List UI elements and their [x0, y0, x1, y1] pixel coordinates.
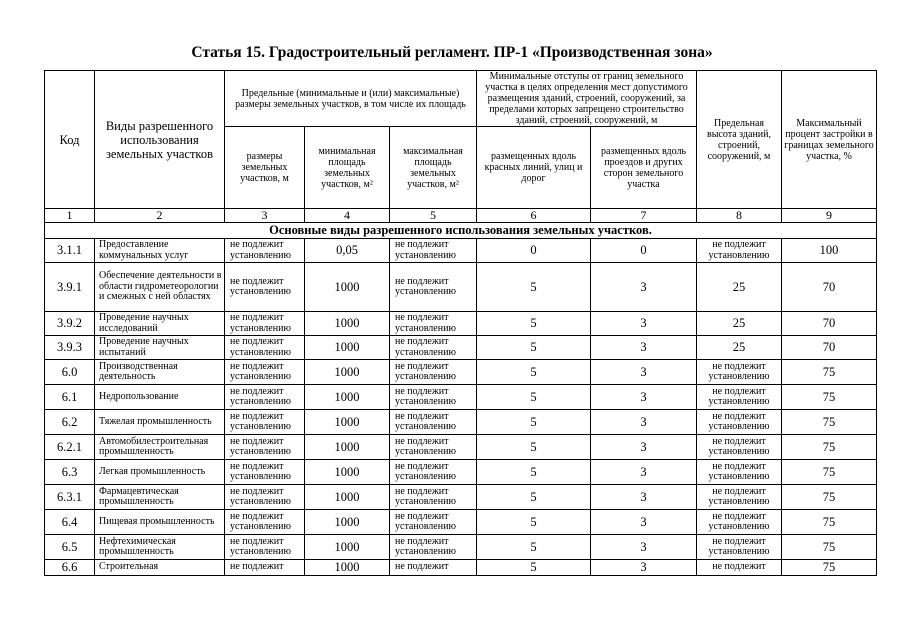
row-setback-other: 3: [591, 336, 697, 360]
row-height: не подлежит установлению: [697, 385, 782, 410]
table-row: [45, 485, 877, 510]
row-height: не подлежит установлению: [697, 435, 782, 460]
row-code: 6.3: [45, 460, 95, 485]
row-name: Фармацевтическая промышленность: [95, 485, 225, 510]
row-height: 25: [697, 263, 782, 312]
row-size: не подлежит установлению: [225, 460, 305, 485]
row-coverage: 75: [782, 560, 877, 576]
column-number: 2: [95, 209, 225, 223]
row-code: 6.2.1: [45, 435, 95, 460]
row-code: 6.1: [45, 385, 95, 410]
column-number: 1: [45, 209, 95, 223]
row-min-area: 1000: [305, 312, 390, 336]
row-setback-other: 3: [591, 312, 697, 336]
row-setback-red: 5: [477, 263, 591, 312]
row-coverage: 75: [782, 535, 877, 560]
row-coverage: 70: [782, 312, 877, 336]
table-row: [45, 510, 877, 535]
row-size: не подлежит установлению: [225, 239, 305, 263]
row-height: не подлежит установлению: [697, 510, 782, 535]
table-row: [45, 435, 877, 460]
row-setback-red: 5: [477, 360, 591, 385]
row-coverage: 75: [782, 410, 877, 435]
row-setback-red: 5: [477, 510, 591, 535]
row-size: не подлежит: [225, 560, 305, 576]
row-code: 3.9.2: [45, 312, 95, 336]
row-name: Недропользование: [95, 385, 225, 410]
row-max-area: не подлежит установлению: [390, 239, 477, 263]
row-size: не подлежит установлению: [225, 360, 305, 385]
row-setback-other: 3: [591, 360, 697, 385]
row-code: 3.9.1: [45, 263, 95, 312]
row-min-area: 1000: [305, 263, 390, 312]
row-height: не подлежит установлению: [697, 535, 782, 560]
row-max-area: не подлежит установлению: [390, 360, 477, 385]
row-coverage: 70: [782, 336, 877, 360]
row-code: 6.2: [45, 410, 95, 435]
row-code: 3.9.3: [45, 336, 95, 360]
row-name: Тяжелая промышленность: [95, 410, 225, 435]
row-setback-other: 3: [591, 263, 697, 312]
row-max-area: не подлежит установлению: [390, 312, 477, 336]
header-setback-red: размещенных вдоль красных линий, улиц и дорог: [477, 127, 591, 209]
row-name: Автомобилестроительная промышленность: [95, 435, 225, 460]
row-max-area: не подлежит установлению: [390, 485, 477, 510]
row-name: Предоставление коммунальных услуг: [95, 239, 225, 263]
regulation-table: [44, 70, 877, 576]
row-min-area: 1000: [305, 410, 390, 435]
row-max-area: не подлежит установлению: [390, 385, 477, 410]
row-setback-red: 5: [477, 460, 591, 485]
row-setback-other: 3: [591, 535, 697, 560]
row-min-area: 1000: [305, 360, 390, 385]
header-max-area: максимальная площадь земельных участков, м²: [390, 127, 477, 209]
row-size: не подлежит установлению: [225, 263, 305, 312]
row-name: Строительная: [95, 560, 225, 576]
row-setback-other: 3: [591, 385, 697, 410]
row-setback-red: 0: [477, 239, 591, 263]
row-code: 6.4: [45, 510, 95, 535]
header-setback-other: размещенных вдоль проездов и других сторон земельного участка: [591, 127, 697, 209]
row-coverage: 75: [782, 360, 877, 385]
row-min-area: 1000: [305, 510, 390, 535]
header-size: размеры земельных участков, м: [225, 127, 305, 209]
row-name: Обеспечение деятельности в области гидрометеорологии и смежных с ней областях: [95, 263, 225, 312]
row-size: не подлежит установлению: [225, 485, 305, 510]
row-coverage: 75: [782, 485, 877, 510]
header-code: Код: [45, 71, 95, 209]
row-min-area: 1000: [305, 485, 390, 510]
column-number: 6: [477, 209, 591, 223]
row-height: не подлежит установлению: [697, 239, 782, 263]
column-number: 4: [305, 209, 390, 223]
column-number: 5: [390, 209, 477, 223]
column-number: 3: [225, 209, 305, 223]
row-setback-other: 0: [591, 239, 697, 263]
row-name: Проведение научных испытаний: [95, 336, 225, 360]
row-size: не подлежит установлению: [225, 385, 305, 410]
table-row: [45, 410, 877, 435]
row-max-area: не подлежит установлению: [390, 535, 477, 560]
row-coverage: 75: [782, 435, 877, 460]
row-min-area: 1000: [305, 460, 390, 485]
row-coverage: 100: [782, 239, 877, 263]
row-setback-red: 5: [477, 336, 591, 360]
row-coverage: 75: [782, 460, 877, 485]
row-setback-other: 3: [591, 435, 697, 460]
table-row: [45, 560, 877, 576]
row-code: 6.6: [45, 560, 95, 576]
row-code: 6.5: [45, 535, 95, 560]
header-use-types: Виды разрешенного использования земельных участков: [95, 71, 225, 209]
row-height: не подлежит установлению: [697, 360, 782, 385]
row-max-area: не подлежит установлению: [390, 435, 477, 460]
row-setback-red: 5: [477, 410, 591, 435]
row-setback-red: 5: [477, 312, 591, 336]
row-name: Проведение научных исследований: [95, 312, 225, 336]
table-row: [45, 239, 877, 263]
page-title: Статья 15. Градостроительный регламент. ПР-1 «Производственная зона»: [191, 44, 713, 61]
row-min-area: 1000: [305, 560, 390, 576]
row-max-area: не подлежит установлению: [390, 510, 477, 535]
row-code: 6.3.1: [45, 485, 95, 510]
row-height: 25: [697, 336, 782, 360]
row-setback-other: 3: [591, 460, 697, 485]
table-row: [45, 360, 877, 385]
row-code: 6.0: [45, 360, 95, 385]
row-size: не подлежит установлению: [225, 435, 305, 460]
row-name: Пищевая промышленность: [95, 510, 225, 535]
row-setback-other: 3: [591, 560, 697, 576]
row-size: не подлежит установлению: [225, 510, 305, 535]
row-coverage: 75: [782, 385, 877, 410]
row-max-area: не подлежит установлению: [390, 263, 477, 312]
row-max-area: не подлежит: [390, 560, 477, 576]
row-min-area: 1000: [305, 385, 390, 410]
row-setback-red: 5: [477, 535, 591, 560]
table-row: [45, 336, 877, 360]
row-size: не подлежит установлению: [225, 336, 305, 360]
row-height: не подлежит установлению: [697, 485, 782, 510]
row-setback-red: 5: [477, 485, 591, 510]
row-max-area: не подлежит установлению: [390, 460, 477, 485]
table-row: [45, 385, 877, 410]
row-height: 25: [697, 312, 782, 336]
row-height: не подлежит установлению: [697, 410, 782, 435]
row-size: не подлежит установлению: [225, 410, 305, 435]
header-setback-group: Минимальные отступы от границ земельного участка в целях определения мест допустимого размещения зданий, строений, сооружений, за пределами которых запрещено строительство зданий, строений, сооружений, м: [477, 71, 697, 127]
row-code: 3.1.1: [45, 239, 95, 263]
table-row: [45, 312, 877, 336]
row-setback-red: 5: [477, 560, 591, 576]
header-coverage: Максимальный процент застройки в границах земельного участка, %: [782, 71, 877, 209]
row-setback-other: 3: [591, 485, 697, 510]
row-height: не подлежит: [697, 560, 782, 576]
table-row: [45, 535, 877, 560]
row-setback-red: 5: [477, 435, 591, 460]
column-number: 7: [591, 209, 697, 223]
table-body: [45, 239, 877, 576]
row-setback-red: 5: [477, 385, 591, 410]
row-min-area: 1000: [305, 336, 390, 360]
row-max-area: не подлежит установлению: [390, 336, 477, 360]
row-height: не подлежит установлению: [697, 460, 782, 485]
row-min-area: 0,05: [305, 239, 390, 263]
row-coverage: 70: [782, 263, 877, 312]
row-min-area: 1000: [305, 535, 390, 560]
header-min-area: минимальная площадь земельных участков, м²: [305, 127, 390, 209]
row-size: не подлежит установлению: [225, 535, 305, 560]
row-name: Нефтехимическая промышленность: [95, 535, 225, 560]
row-max-area: не подлежит установлению: [390, 410, 477, 435]
row-coverage: 75: [782, 510, 877, 535]
table-row: [45, 460, 877, 485]
header-size-group: Предельные (минимальные и (или) максимальные) размеры земельных участков, в том числе их площадь: [225, 71, 477, 127]
row-setback-other: 3: [591, 410, 697, 435]
row-name: Производственная деятельность: [95, 360, 225, 385]
section-heading: Основные виды разрешенного использования земельных участков.: [45, 223, 877, 239]
row-name: Легкая промышленность: [95, 460, 225, 485]
row-size: не подлежит установлению: [225, 312, 305, 336]
column-number: 9: [782, 209, 877, 223]
table-row: [45, 263, 877, 312]
row-setback-other: 3: [591, 510, 697, 535]
header-height: Предельная высота зданий, строений, сооружений, м: [697, 71, 782, 209]
row-min-area: 1000: [305, 435, 390, 460]
column-number: 8: [697, 209, 782, 223]
